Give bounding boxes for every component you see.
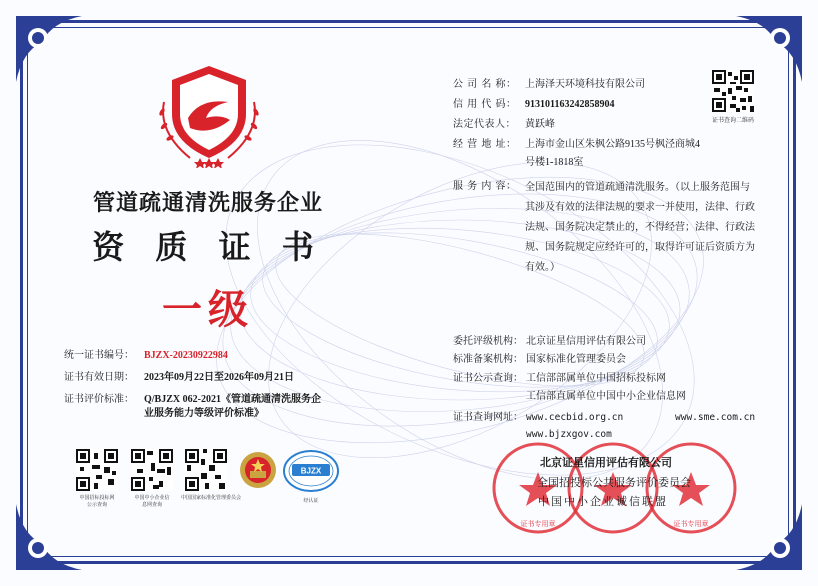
credit-code-label: 信 用 代 码： [453, 99, 517, 110]
cert-number: BJZX-20230922984 [144, 350, 228, 361]
qr-label: 证书查询二维码 [711, 117, 754, 124]
scope-label: 服 务 内 容： [453, 181, 517, 192]
legal-rep: 黄跃峰 [525, 119, 555, 130]
issuer-name-3: 中国中小企业诚信联盟 [538, 496, 668, 508]
registry-label: 标准备案机构： [453, 354, 523, 365]
credit-code-row [453, 96, 525, 114]
cert-number-row [64, 349, 228, 363]
registry-value: 国家标准化管理委员会 [526, 354, 626, 365]
publicity-line2: 工信部直属单位中国中小企业信息网 [526, 391, 686, 402]
agency-label: 委托评级机构： [453, 336, 523, 347]
website-1[interactable]: www.cecbid.org.cn [526, 412, 624, 423]
qr-caption-2: 中国中小企业信 息网查询 [134, 495, 170, 508]
website-row [453, 410, 623, 426]
agency-row [453, 334, 646, 350]
national-emblem-icon [238, 449, 278, 491]
qr-code-icon [185, 449, 227, 491]
company-name-label: 公 司 名 称： [453, 79, 517, 90]
qr-code-icon [76, 449, 118, 491]
scope-row [453, 178, 525, 196]
certificate-title: 管道疏通清洗服务企业 [92, 190, 323, 216]
validity-row [64, 371, 294, 385]
company-name-row [453, 76, 525, 94]
issuer-name-1: 北京证星信用评估有限公司 [540, 457, 672, 469]
badge-caption: 经认证 [303, 498, 319, 504]
address-line1: 上海市金山区朱枫公路9135号枫泾商城4 [525, 139, 700, 150]
seal-stamp-text: 证书专用章 [520, 520, 556, 528]
validity-value: 2023年09月22日至2026年09月21日 [144, 372, 294, 383]
address-label: 经 营 地 址： [453, 139, 517, 150]
qr-code-icon [712, 70, 754, 112]
cert-number-label: 统一证书编号： [64, 350, 134, 361]
certification-badge-icon [282, 449, 340, 493]
website-3[interactable]: www.bjzxgov.com [526, 429, 612, 440]
publicity-row [453, 371, 666, 387]
standard-line1: Q/BJZX 062-2021《管道疏通清洗服务企 [144, 394, 321, 405]
company-name: 上海泽天环境科技有限公司 [525, 79, 645, 90]
address-row [453, 136, 525, 154]
standard-line2: 业服务能力等级评价标准》 [144, 408, 264, 419]
badge-text: BJZX [300, 466, 322, 476]
service-scope: 全国范围内的管道疏通清洗服务。（以上服务范围与其涉及有效的法律法规的要求一并使用，法律、行政法规、国务院决定禁止的，不得经营；法律、行政法规、国务院规定应经许可的，取得许可证后资质方为有效。） [525, 182, 755, 273]
issuer-name-2: 全国招投标公共服务评价委员会 [537, 477, 691, 489]
website-label: 证书查询网址： [453, 412, 523, 423]
qr-caption-1: 中国招标投标网 公示查询 [79, 495, 115, 508]
corner-ornament-top-left [12, 12, 86, 86]
qr-code-icon [131, 449, 173, 491]
qr-caption-3: 中国国家标准化管理委员会 [180, 495, 241, 501]
standard-row [64, 393, 321, 407]
registry-row [453, 352, 626, 368]
agency-value: 北京证星信用评估有限公司 [526, 336, 646, 347]
legal-rep-label: 法定代表人： [453, 119, 516, 130]
legal-rep-row [453, 116, 525, 134]
seal-stamp-text-2: 证书专用章 [673, 520, 709, 528]
shield-logo-icon [150, 62, 268, 168]
corner-ornament-bottom-left [12, 500, 86, 574]
publicity-line1: 工信部部属单位中国招标投标网 [526, 373, 666, 384]
website-2[interactable]: www.sme.com.cn [675, 412, 756, 423]
standard-label: 证书评价标准： [64, 394, 134, 405]
certificate-grade: 一级 [162, 286, 254, 333]
validity-label: 证书有效日期： [64, 372, 134, 383]
publicity-label: 证书公示查询： [453, 373, 523, 384]
certificate-subtitle: 资 质 证 书 [92, 228, 324, 266]
address-line2: 号楼1-1818室 [525, 157, 584, 168]
credit-code: 91310116324285890​4 [525, 99, 615, 110]
